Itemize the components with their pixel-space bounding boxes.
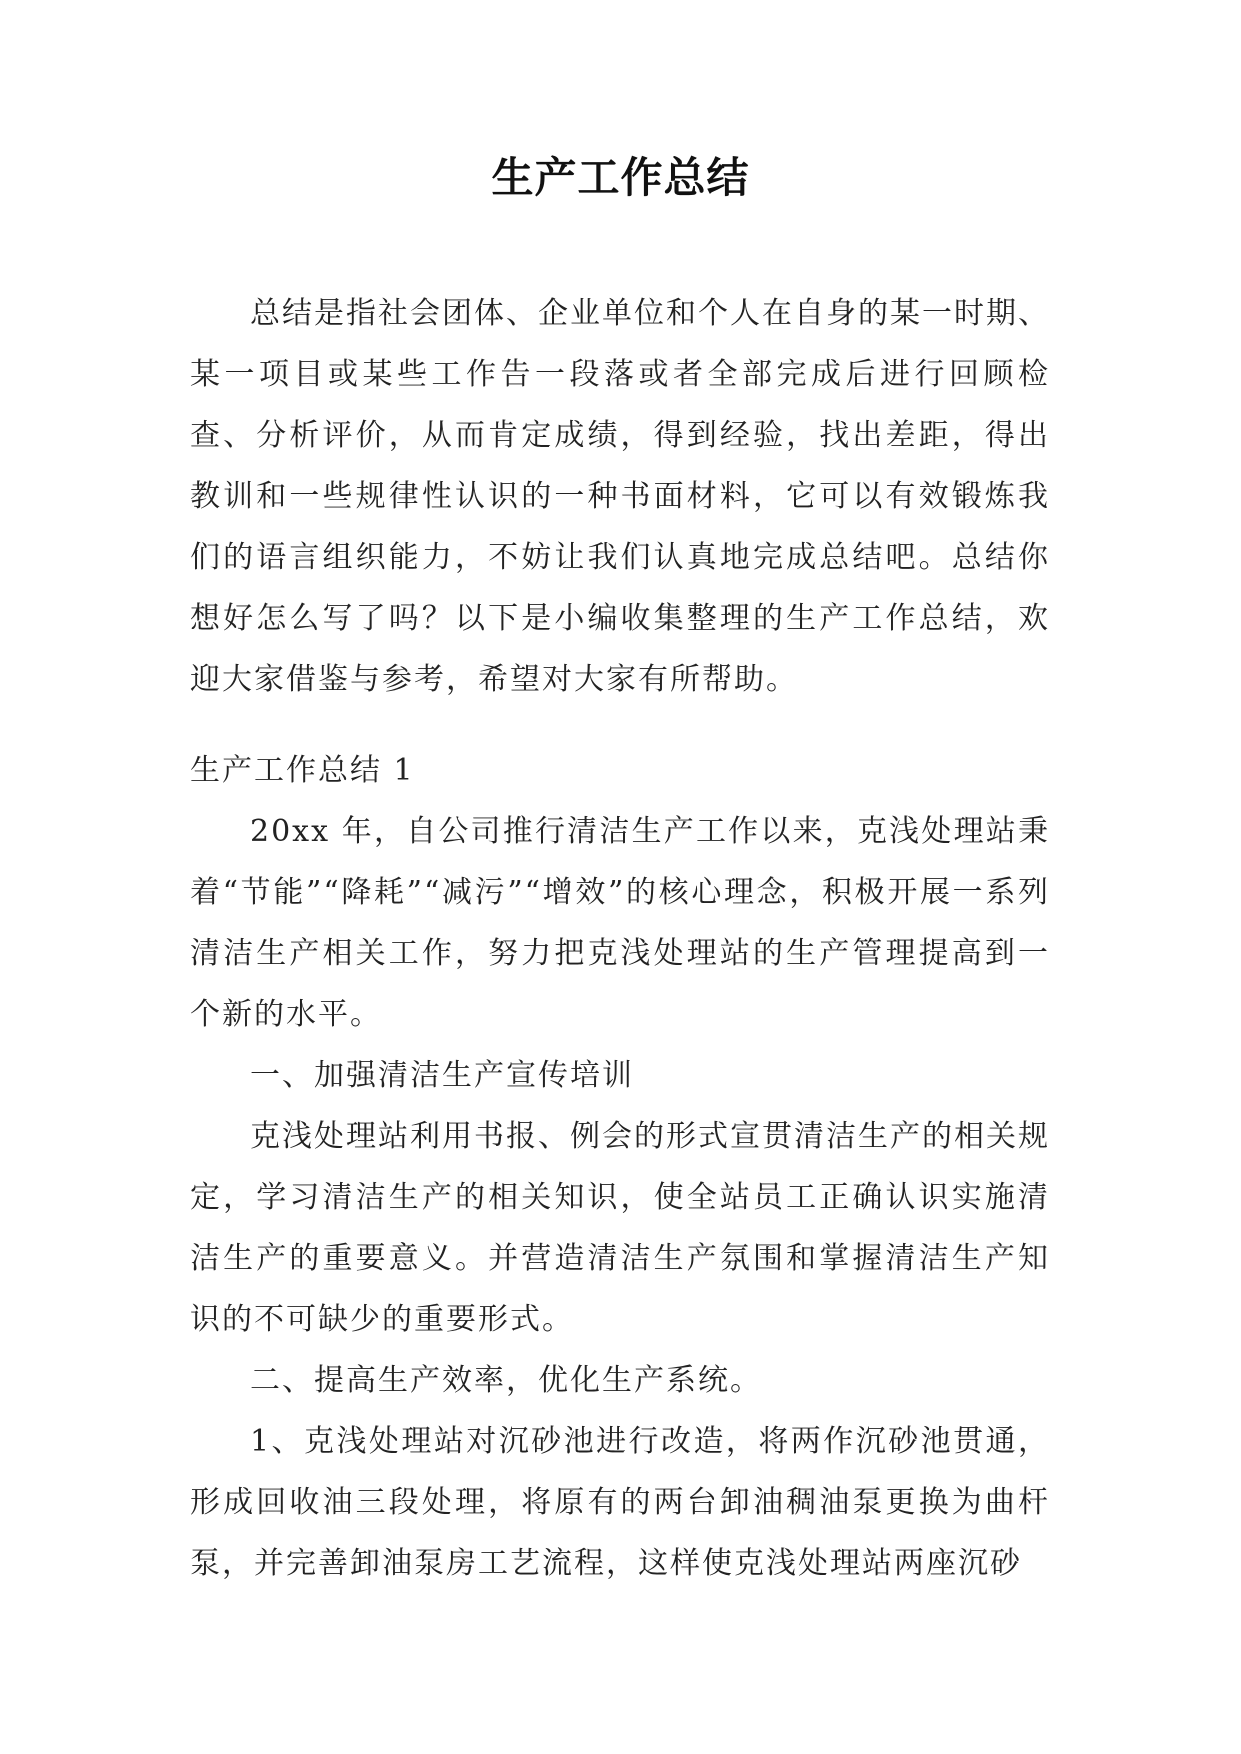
heading-2: 二、提高生产效率，优化生产系统。 xyxy=(250,1363,762,1398)
heading-1: 一、加强清洁生产宣传培训 xyxy=(250,1058,634,1093)
paragraph-1: 20xx 年，自公司推行清洁生产工作以来，克浅处理站秉着“节能”“降耗”“减污”“增效”的核心理念，积极开展一系列清洁生产相关工作，努力把克浅处理站的生产管理提高到一个新的水平。 xyxy=(190,814,1050,1032)
article-block xyxy=(190,740,1050,1594)
paragraph-2: 克浅处理站利用书报、例会的形式宣贯清洁生产的相关规定，学习清洁生产的相关知识，使全站员工正确认识实施清洁生产的重要意义。并营造清洁生产氛围和掌握清洁生产知识的不可缺少的重要形式。 xyxy=(190,1119,1050,1337)
paragraph-3: 1、克浅处理站对沉砂池进行改造，将两作沉砂池贯通，形成回收油三段处理，将原有的两台卸油稠油泵更换为曲杆泵，并完善卸油泵房工艺流程，这样使克浅处理站两座沉砂 xyxy=(190,1424,1050,1581)
intro-block xyxy=(190,283,1050,710)
intro-paragraph: 总结是指社会团体、企业单位和个人在自身的某一时期、某一项目或某些工作告一段落或者全部完成后进行回顾检查、分析评价，从而肯定成绩，得到经验，找出差距，得出教训和一些规律性认识的一种书面材料，它可以有效锻炼我们的语言组织能力，不妨让我们认真地完成总结吧。总结你想好怎么写了吗？以下是小编收集整理的生产工作总结，欢迎大家借鉴与参考，希望对大家有所帮助。 xyxy=(190,296,1050,697)
document-title: 生产工作总结 xyxy=(491,153,750,202)
section-title: 生产工作总结 1 xyxy=(190,753,415,788)
